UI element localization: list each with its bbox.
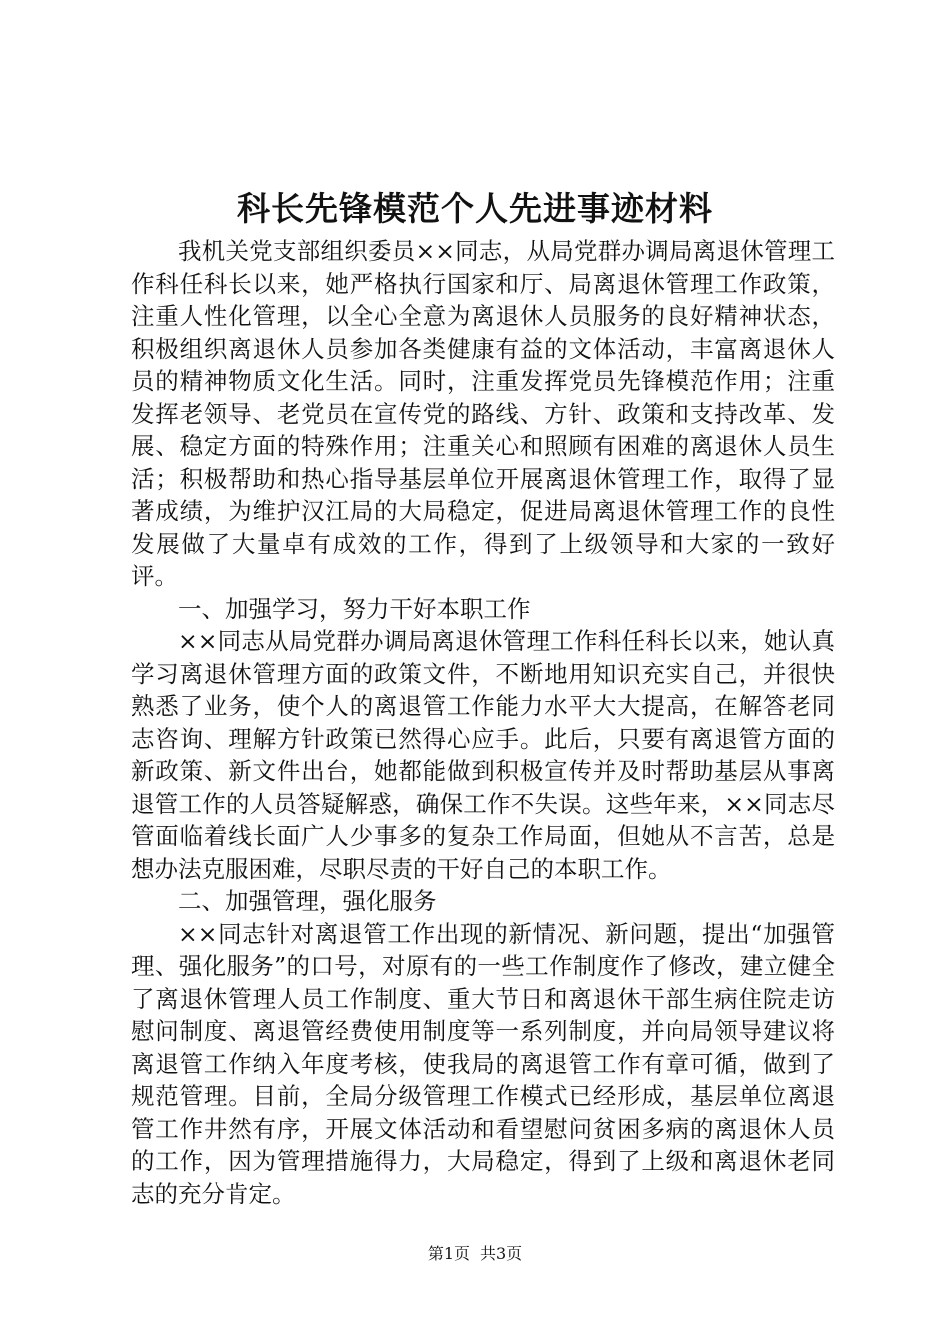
page-footer [0, 1243, 950, 1265]
body-paragraph-section-2: ××同志针对离退管工作出现的新情况、新问题，提出“加强管理、强化服务”的口号，对原有的一些工作制度作了修改，建立健全了离退休管理人员工作制度、重大节日和离退休干部生病住院走访慰问制度、离退管经费使用制度等一系列制度，并向局领导建议将离退管工作纳入年度考核，使我局的离退管工作有章可循，做到了规范管理。目前，全局分级管理工作模式已经形成，基层单位离退管工作井然有序，开展文体活动和看望慰问贫困多病的离退休人员的工作，因为管理措施得力，大局稳定，得到了上级和离退休老同志的充分肯定。 [131, 919, 835, 1208]
page-number: 第1页 [427, 1244, 470, 1263]
section-heading-1: 一、加强学习，努力干好本职工作 [178, 594, 531, 623]
section-heading-2: 二、加强管理，强化服务 [178, 887, 437, 915]
body-paragraph-intro: 我机关党支部组织委员××同志，从局党群办调局离退休管理工作科任科长以来，她严格执行国家和厅、局离退休管理工作政策，注重人性化管理，以全心全意为离退休人员服务的良好精神状态，积极组织离退休人员参加各类健康有益的文体活动，丰富离退休人员的精神物质文化生活。同时，注重发挥党员先锋模范作用；注重发挥老领导、老党员在宣传党的路线、方针、政策和支持改革、发展、稳定方面的特殊作用；注重关心和照顾有困难的离退休人员生活；积极帮助和热心指导基层单位开展离退休管理工作，取得了显著成绩，为维护汉江局的大局稳定，促进局离退休管理工作的良性发展做了大量卓有成效的工作，得到了上级领导和大家的一致好评。 [131, 237, 835, 590]
body-paragraph-section-1: ××同志从局党群办调局离退休管理工作科任科长以来，她认真学习离退休管理方面的政策文件，不断地用知识充实自己，并很快熟悉了业务，使个人的离退管工作能力水平大大提高，在解答老同志咨询、理解方针政策已然得心应手。此后，只要有离退管方面的新政策、新文件出台，她都能做到积极宣传并及时帮助基层从事离退管工作的人员答疑解惑，确保工作不失误。这些年来，××同志尽管面临着线长面广人少事多的复杂工作局面，但她从不言苦，总是想办法克服困难，尽职尽责的干好自己的本职工作。 [131, 627, 835, 883]
document-body [131, 235, 835, 1210]
page-total: 共3页 [480, 1244, 523, 1263]
document-title: 科长先锋模范个人先进事迹材料 [237, 189, 713, 228]
